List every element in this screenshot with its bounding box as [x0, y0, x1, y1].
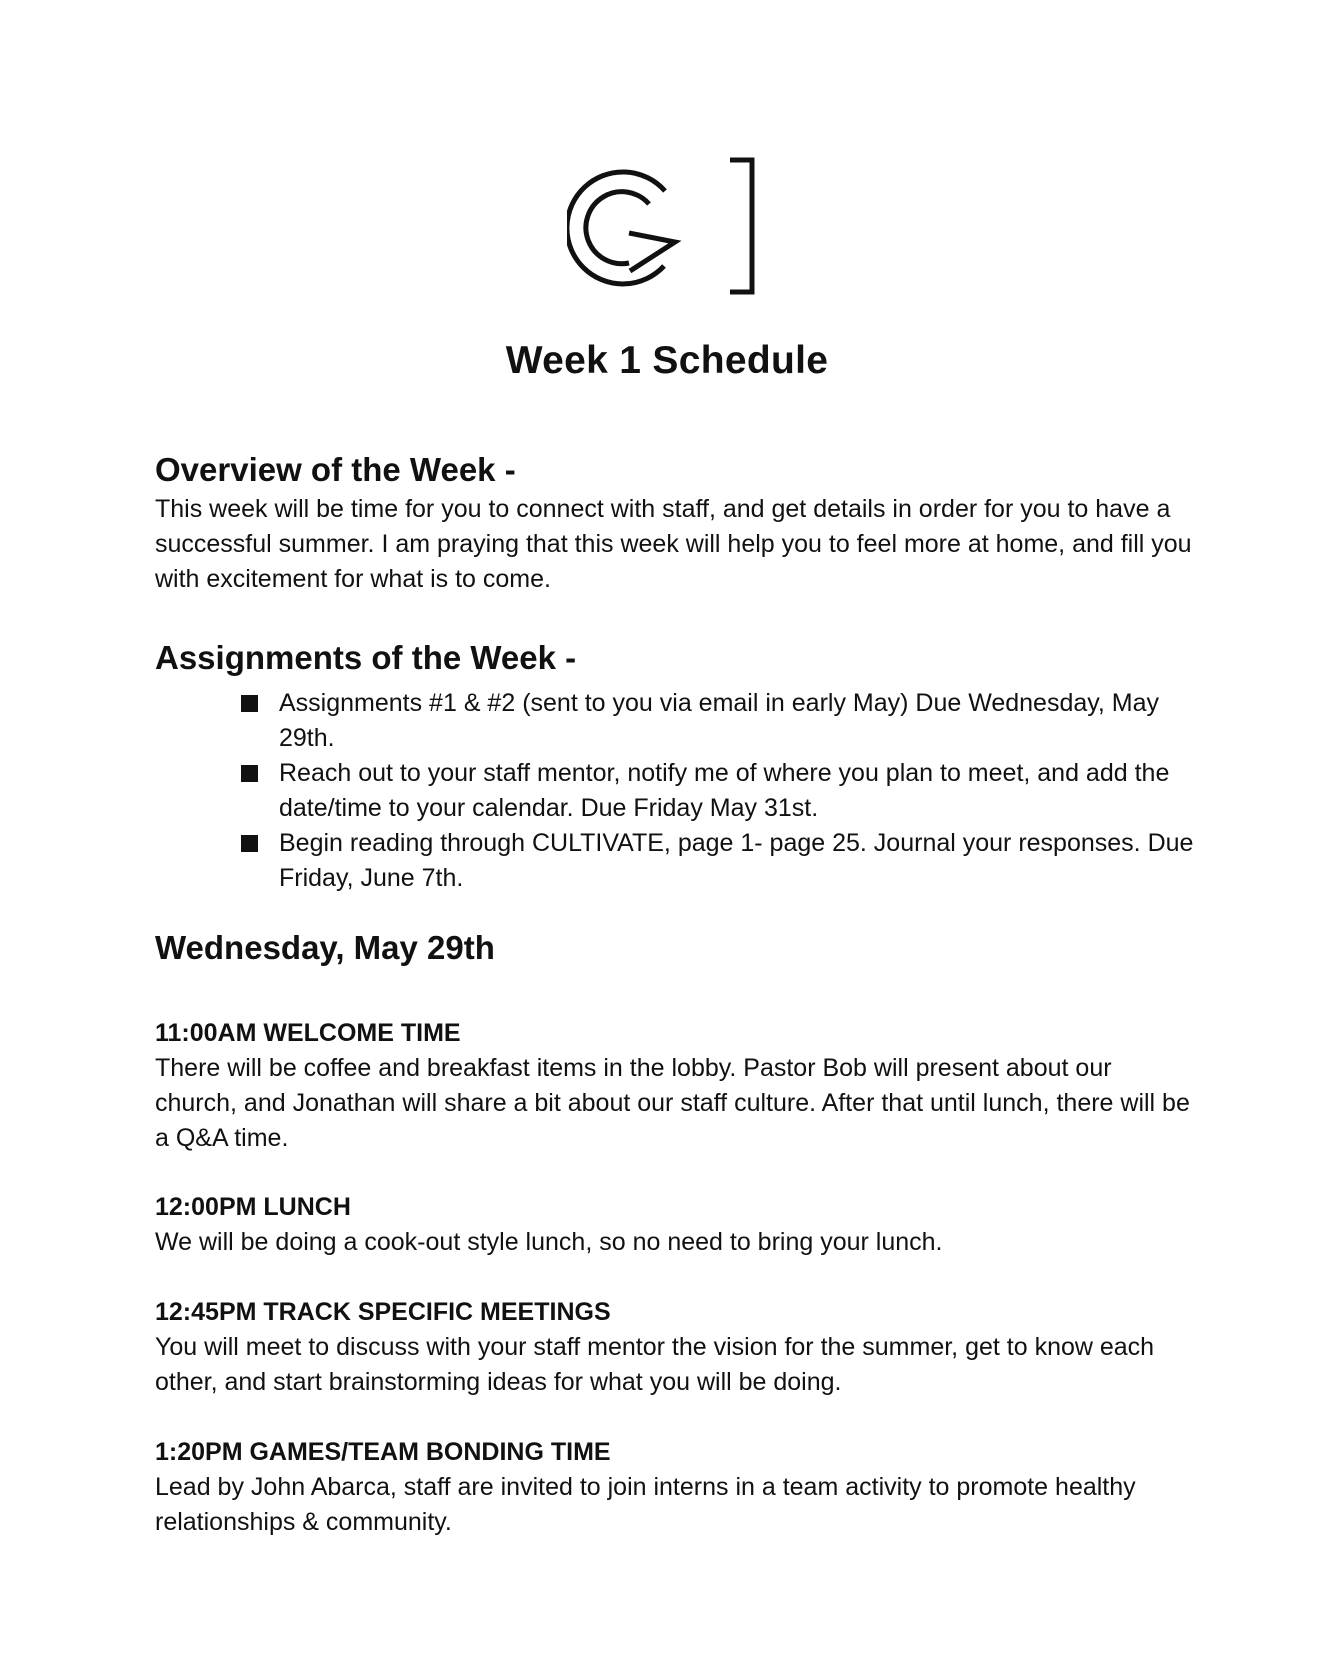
- assignment-text: Begin reading through CULTIVATE, page 1- page 25. Journal your responses. Due Friday, June 7th.: [279, 828, 1194, 892]
- assignment-item: [241, 826, 1195, 896]
- ci-logo: [567, 156, 777, 296]
- overview-text: This week will be time for you to connect with staff, and get details in order for you to have a successful summer. I am praying that this week will help you to feel more at home, and fill you with excitement for what is to come.: [155, 494, 1192, 593]
- event-title: 1:20PM GAMES/TEAM BONDING TIME: [155, 1438, 611, 1466]
- square-bullet-icon: [241, 765, 258, 782]
- assignment-text: Reach out to your staff mentor, notify me of where you plan to meet, and add the date/time to your calendar. Due Friday May 31st.: [279, 758, 1170, 822]
- overview-heading: Overview of the Week -: [155, 451, 516, 488]
- event-description: Lead by John Abarca, staff are invited to join interns in a team activity to promote healthy relationships & community.: [155, 1473, 1136, 1536]
- schedule-event: [155, 1435, 1195, 1540]
- schedule-event: [155, 1295, 1195, 1400]
- event-description: We will be doing a cook-out style lunch, so no need to bring your lunch.: [155, 1228, 943, 1256]
- schedule-event: [155, 1190, 1195, 1260]
- assignments-section: [155, 638, 1195, 896]
- assignment-item: [241, 756, 1195, 826]
- event-description: There will be coffee and breakfast items in the lobby. Pastor Bob will present about our church, and Jonathan will share a bit about our staff culture. After that until lunch, there will be a Q&A time.: [155, 1054, 1190, 1152]
- square-bullet-icon: [241, 835, 258, 852]
- day-heading: Wednesday, May 29th: [155, 929, 495, 966]
- event-title: 11:00AM WELCOME TIME: [155, 1019, 461, 1047]
- event-title: 12:45PM TRACK SPECIFIC MEETINGS: [155, 1298, 611, 1326]
- square-bullet-icon: [241, 695, 258, 712]
- assignments-heading: Assignments of the Week -: [155, 639, 577, 676]
- assignments-list: [155, 686, 1195, 896]
- overview-section: [155, 450, 1195, 597]
- event-description: You will meet to discuss with your staff mentor the vision for the summer, get to know each other, and start brainstorming ideas for what you will be doing.: [155, 1333, 1155, 1396]
- schedule-event: [155, 1016, 1195, 1156]
- assignment-item: [241, 686, 1195, 756]
- page-title: Week 1 Schedule: [505, 339, 829, 382]
- assignment-text: Assignments #1 & #2 (sent to you via email in early May) Due Wednesday, May 29th.: [279, 688, 1160, 752]
- event-title: 12:00PM LUNCH: [155, 1193, 351, 1221]
